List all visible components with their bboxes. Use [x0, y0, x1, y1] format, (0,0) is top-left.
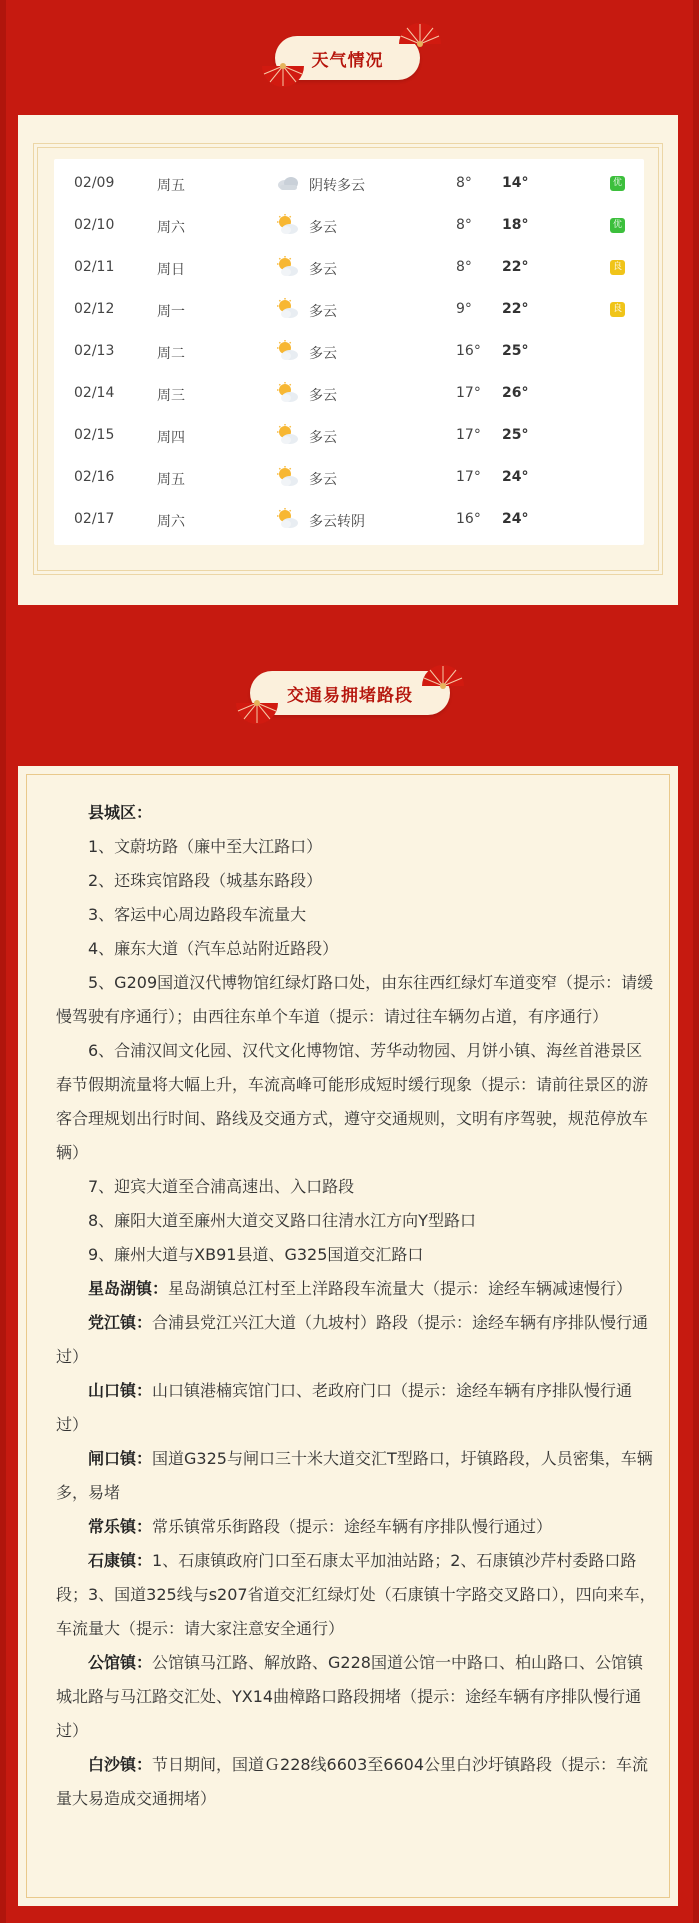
weather-weekday: 周六: [157, 220, 185, 236]
weather-condition: 阴转多云: [309, 178, 365, 194]
town-congestion-item: [56, 1442, 656, 1510]
weather-weekday: 周四: [157, 430, 185, 446]
partly-cloudy-icon: [276, 256, 300, 278]
weather-condition: 多云: [309, 472, 337, 488]
weather-high-temp: 24°: [502, 511, 529, 527]
partly-cloudy-icon: [276, 214, 300, 236]
town-name: 山口镇：: [88, 1381, 153, 1400]
weather-high-temp: 22°: [502, 301, 529, 317]
county-road-item: 1、文蔚坊路（廉中至大江路口）: [88, 837, 323, 856]
weather-weekday: 周日: [157, 262, 185, 278]
weather-row: [54, 205, 644, 247]
air-quality-badge: 良: [610, 260, 625, 275]
town-road-description: 合浦县党江兴江大道（九坡村）路段（提示：途经车辆有序排队慢行通过）: [56, 1313, 649, 1366]
county-heading: 县城区：: [88, 803, 153, 822]
partly-cloudy-icon: [276, 298, 300, 320]
weather-low-temp: 17°: [456, 427, 481, 443]
right-edge-strip: [693, 0, 699, 1923]
county-road-item: 8、廉阳大道至廉州大道交叉路口往清水江方向Y型路口: [88, 1211, 476, 1230]
weather-row: [54, 331, 644, 373]
town-road-description: 山口镇港楠宾馆门口、老政府门口（提示：途经车辆有序排队慢行通过）: [56, 1381, 633, 1434]
weather-low-temp: 17°: [456, 385, 481, 401]
town-congestion-item: [56, 1306, 656, 1374]
county-road-item: 3、客运中心周边路段车流量大: [88, 905, 307, 924]
weather-low-temp: 17°: [456, 469, 481, 485]
partly-cloudy-icon: [276, 424, 300, 446]
town-name: 石康镇：: [88, 1551, 153, 1570]
weather-date: 02/16: [74, 469, 115, 485]
weather-high-temp: 25°: [502, 343, 529, 359]
town-congestion-item: [56, 1544, 656, 1646]
weather-row: [54, 373, 644, 415]
red-fan-icon: [234, 695, 280, 725]
town-congestion-item: [56, 1748, 656, 1816]
red-fan-icon: [420, 664, 466, 694]
county-road-item: 2、还珠宾馆路段（城基东路段）: [88, 871, 323, 890]
weather-row: [54, 415, 644, 457]
weather-high-temp: 18°: [502, 217, 529, 233]
county-road-item: 6、合浦汉闾文化园、汉代文化博物馆、芳华动物园、月饼小镇、海丝首港景区春节假期流量将大幅上升，车流高峰可能形成短时缓行现象（提示：请前往景区的游客合理规划出行时间、路线及交通方式，遵守交通规则，文明有序驾驶，规范停放车辆）: [56, 1041, 649, 1162]
weather-date: 02/10: [74, 217, 115, 233]
weather-frame: [33, 143, 663, 575]
weather-date: 02/14: [74, 385, 115, 401]
weather-condition: 多云: [309, 262, 337, 278]
town-congestion-item: [56, 1646, 656, 1748]
town-congestion-item: [56, 1510, 656, 1544]
weather-weekday: 周一: [157, 304, 185, 320]
weather-condition: 多云: [309, 430, 337, 446]
weather-condition: 多云: [309, 346, 337, 362]
red-fan-icon: [397, 22, 443, 52]
county-road-item: 5、G209国道汉代博物馆红绿灯路口处，由东往西红绿灯车道变窄（提示：请缓慢驾驶有序通行）；由西往东单个车道（提示：请过往车辆勿占道，有序通行）: [56, 973, 654, 1026]
weather-forecast-table: [54, 159, 644, 545]
town-name: 常乐镇：: [88, 1517, 153, 1536]
air-quality-badge: 良: [610, 302, 625, 317]
weather-high-temp: 26°: [502, 385, 529, 401]
partly-cloudy-icon: [276, 466, 300, 488]
traffic-content: [56, 796, 656, 1816]
weather-title-text: 天气情况: [311, 50, 384, 71]
weather-low-temp: 9°: [456, 301, 472, 317]
weather-weekday: 周五: [157, 178, 185, 194]
town-road-description: 1、石康镇政府门口至石康太平加油站路；2、石康镇沙芹村委路口路段；3、国道325线与s207省道交汇红绿灯处（石康镇十字路交叉路口），四向来车，车流量大（提示：请大家注意安全通行）: [56, 1551, 656, 1638]
partly-cloudy-icon: [276, 508, 300, 530]
weather-card: [18, 115, 678, 605]
town-name: 白沙镇：: [88, 1755, 153, 1774]
town-road-description: 节日期间，国道Ｇ228线6603至6604公里白沙圩镇路段（提示：车流量大易造成交通拥堵）: [56, 1755, 648, 1808]
town-name: 公馆镇：: [88, 1653, 153, 1672]
weather-date: 02/11: [74, 259, 115, 275]
town-congestion-item: [56, 1374, 656, 1442]
weather-weekday: 周三: [157, 388, 185, 404]
air-quality-badge: 优: [610, 218, 625, 233]
weather-date: 02/15: [74, 427, 115, 443]
county-road-item: 4、廉东大道（汽车总站附近路段）: [88, 939, 339, 958]
county-road-item: 9、廉州大道与XB91县道、G325国道交汇路口: [88, 1245, 424, 1264]
weather-high-temp: 22°: [502, 259, 529, 275]
weather-condition: 多云: [309, 304, 337, 320]
town-name: 闸口镇：: [88, 1449, 153, 1468]
weather-row: [54, 499, 644, 541]
weather-low-temp: 8°: [456, 217, 472, 233]
left-edge-strip: [0, 0, 6, 1923]
weather-high-temp: 25°: [502, 427, 529, 443]
weather-low-temp: 8°: [456, 175, 472, 191]
weather-row: [54, 289, 644, 331]
weather-condition: 多云: [309, 220, 337, 236]
weather-row: [54, 247, 644, 289]
county-road-item: 7、迎宾大道至合浦高速出、入口路段: [88, 1177, 355, 1196]
air-quality-badge: 优: [610, 176, 625, 191]
weather-weekday: 周二: [157, 346, 185, 362]
weather-high-temp: 24°: [502, 469, 529, 485]
weather-row: [54, 457, 644, 499]
traffic-title-text: 交通易拥堵路段: [287, 685, 413, 706]
weather-date: 02/12: [74, 301, 115, 317]
partly-cloudy-icon: [276, 340, 300, 362]
weather-condition: 多云: [309, 388, 337, 404]
town-road-description: 公馆镇马江路、解放路、G228国道公馆一中路口、柏山路口、公馆镇城北路与马江路交汇处、YX14曲樟路口路段拥堵（提示：途经车辆有序排队慢行通过）: [56, 1653, 643, 1740]
town-name: 党江镇：: [88, 1313, 153, 1332]
weather-row: [54, 163, 644, 205]
weather-weekday: 周五: [157, 472, 185, 488]
weather-date: 02/09: [74, 175, 115, 191]
red-fan-icon: [260, 58, 306, 88]
weather-weekday: 周六: [157, 514, 185, 530]
weather-date: 02/13: [74, 343, 115, 359]
weather-high-temp: 14°: [502, 175, 529, 191]
town-road-description: 常乐镇常乐街路段（提示：途经车辆有序排队慢行通过）: [152, 1517, 553, 1536]
weather-low-temp: 16°: [456, 511, 481, 527]
weather-low-temp: 8°: [456, 259, 472, 275]
weather-low-temp: 16°: [456, 343, 481, 359]
traffic-card: [18, 766, 678, 1906]
weather-condition: 多云转阴: [309, 514, 365, 530]
town-road-description: 星岛湖镇总江村至上洋路段车流量大（提示：途经车辆减速慢行）: [168, 1279, 633, 1298]
town-name: 星岛湖镇：: [88, 1279, 169, 1298]
partly-cloudy-icon: [276, 382, 300, 404]
town-congestion-item: [56, 1272, 656, 1306]
town-road-description: 国道G325与闸口三十米大道交汇T型路口，圩镇路段，人员密集，车辆多，易堵: [56, 1449, 653, 1502]
cloud-icon: [276, 172, 300, 194]
weather-date: 02/17: [74, 511, 115, 527]
